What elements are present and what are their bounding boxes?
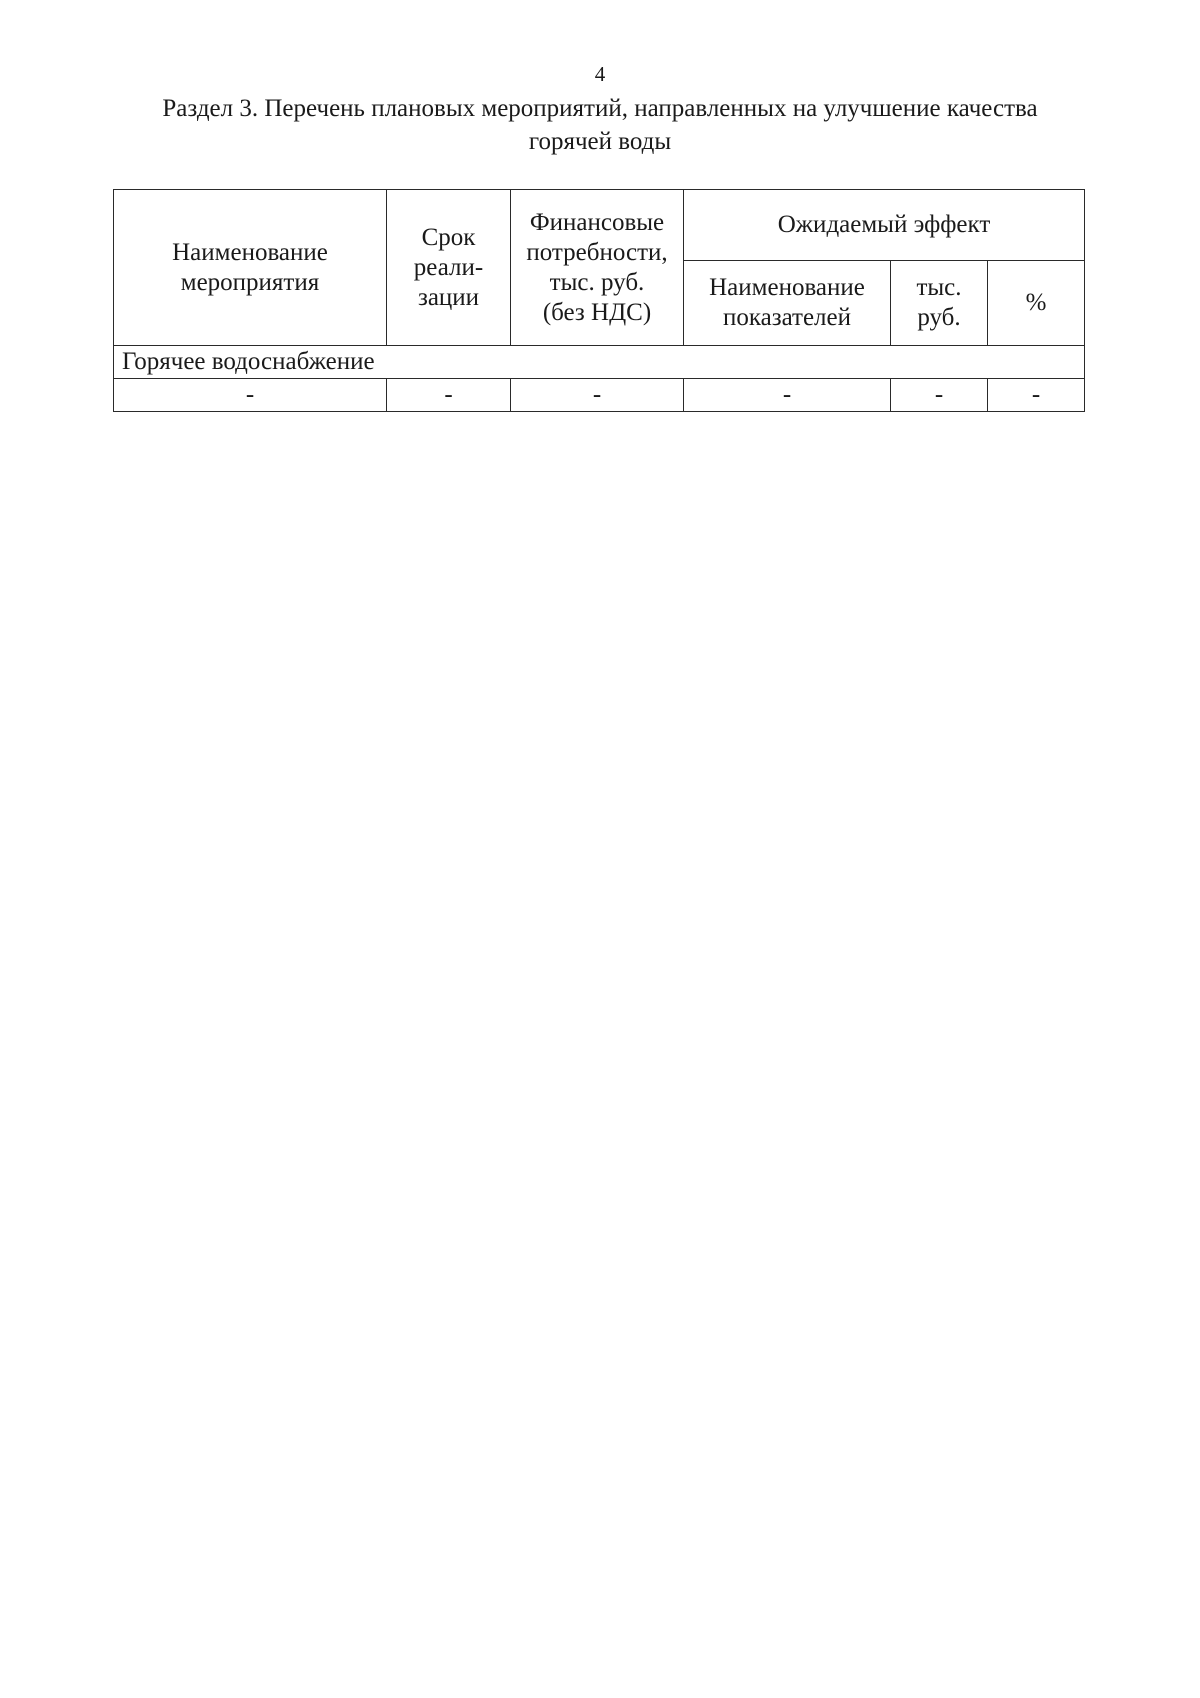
- header-name: Наименование мероприятия: [114, 190, 387, 346]
- header-percent: %: [988, 261, 1085, 346]
- header-indicators: Наименование показателей: [684, 261, 891, 346]
- cell-term: -: [387, 379, 511, 412]
- group-row: [114, 346, 1085, 379]
- header-effect: Ожидаемый эффект: [684, 190, 1085, 261]
- cell-name: -: [114, 379, 387, 412]
- header-term: Срок реали- зации: [387, 190, 511, 346]
- cell-thousand-rub: -: [891, 379, 988, 412]
- cell-indicators: -: [684, 379, 891, 412]
- cell-percent: -: [988, 379, 1085, 412]
- table-row: [114, 379, 1085, 412]
- header-finance: Финансовые потребности, тыс. руб. (без НДС): [511, 190, 684, 346]
- page-number: 4: [594, 62, 606, 86]
- group-label: Горячее водоснабжение: [114, 346, 1085, 379]
- header-thousand-rub: тыс. руб.: [891, 261, 988, 346]
- section-title: [100, 92, 1100, 158]
- cell-finance: -: [511, 379, 684, 412]
- section-title-line-2: горячей воды: [528, 128, 672, 155]
- header-row-1: [114, 190, 1085, 261]
- section-title-line-1: Раздел 3. Перечень плановых мероприятий, направленных на улучшение качества: [162, 95, 1038, 122]
- plan-table: [113, 189, 1085, 412]
